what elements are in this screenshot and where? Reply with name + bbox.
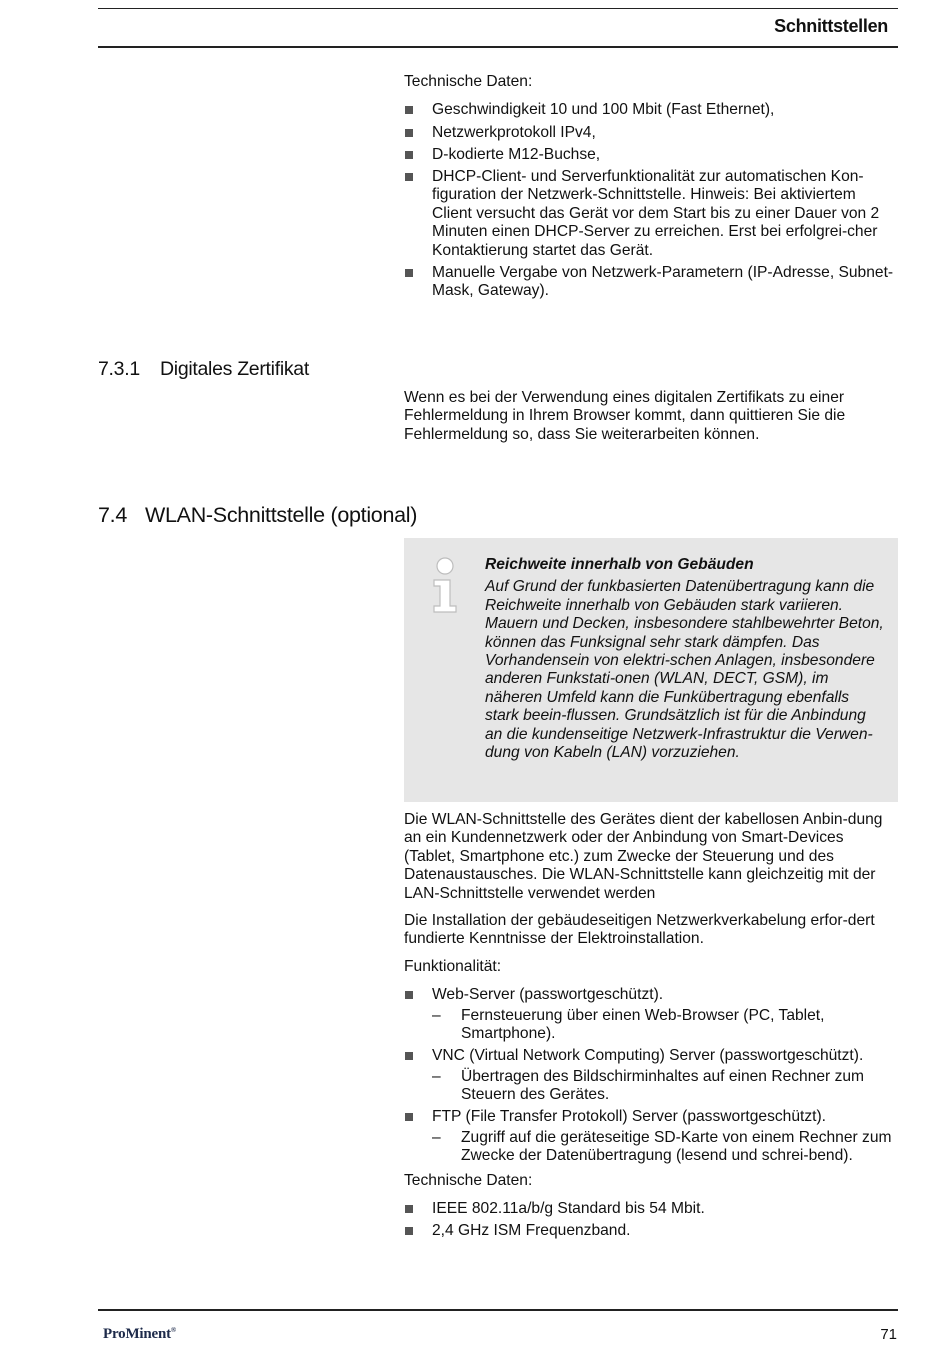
list-item: Netzwerkprotokoll IPv4, bbox=[404, 124, 898, 142]
note-body: Auf Grund der funkbasierten Datenübertragung kann die Reichweite innerhalb von Gebäuden stark variieren. Mauern und Decken, insbesondere stahlbewehrter Beton, können das Funksignal sehr stark dämpfen. Das Vorhandensein von elektri-schen Anlagen, insbesondere anderen Funkstati-onen (WLAN, DECT, GSM), im näheren Umfeld kann die Funkübertragung ebenfalls stark beein-flussen. Grundsätzlich ist für die Anbindung an die kundenseitige Netzwerk-Infrastruktur die Verwen-dung von Kabeln (LAN) vorzuziehen. bbox=[485, 578, 884, 762]
list-item: DHCP-Client- und Serverfunktionalität zur automatischen Kon-figuration der Netzwerk-Schnittstelle. Hinweis: Bei aktiviertem Client versucht das Gerät vor dem Start bis zu einer Dauer von 2 Minuten einen DHCP-Server zu erreichen. Erst bei erfolgrei-cher Kontaktierung startet das Gerät. bbox=[404, 168, 898, 260]
list-item: D-kodierte M12-Buchse, bbox=[404, 146, 898, 164]
tech-data-label-2: Technische Daten: bbox=[404, 1171, 533, 1189]
header-rule bbox=[98, 46, 898, 48]
functionality-list bbox=[404, 986, 898, 1165]
list-item: IEEE 802.11a/b/g Standard bis 54 Mbit. bbox=[404, 1200, 898, 1218]
square-bullet-icon bbox=[405, 991, 413, 999]
sub-list-item: – Zugriff auf die geräteseitige SD-Karte von einem Rechner zum Zwecke der Datenübertragung (lesend und schrei-bend). bbox=[432, 1128, 892, 1165]
list-item: VNC (Virtual Network Computing) Server (passwortgeschützt). – Übertragen des Bildschirminhaltes auf einen Rechner zum Steuern des Gerätes. bbox=[404, 1047, 898, 1104]
list-item: 2,4 GHz ISM Frequenzband. bbox=[404, 1222, 898, 1240]
square-bullet-icon bbox=[405, 1052, 413, 1060]
square-bullet-icon bbox=[405, 1205, 413, 1213]
list-item: Web-Server (passwortgeschützt). – Fernsteuerung über einen Web-Browser (PC, Tablet, Smartphone). bbox=[404, 986, 898, 1043]
sub-list bbox=[432, 1129, 898, 1166]
wlan-tech-list bbox=[404, 1200, 898, 1241]
square-bullet-icon bbox=[405, 1113, 413, 1121]
wlan-paragraph-2: Die Installation der gebäudeseitigen Netzwerkverkabelung erfor-dert fundierte Kenntnisse der Elektroinstallation. bbox=[404, 912, 875, 948]
footer-rule bbox=[98, 1309, 898, 1311]
square-bullet-icon bbox=[405, 129, 413, 137]
page-number: 71 bbox=[880, 1326, 897, 1343]
sub-list bbox=[432, 1068, 898, 1105]
brand-logo: ProMinent® bbox=[103, 1326, 176, 1342]
functionality-label: Funktionalität: bbox=[404, 957, 502, 975]
dash-bullet: – bbox=[432, 1067, 441, 1085]
list-item: FTP (File Transfer Protokoll) Server (passwortgeschützt). – Zugriff auf die geräteseitige SD-Karte von einem Rechner zum Zwecke der Datenübertragung (lesend und schrei-bend). bbox=[404, 1108, 898, 1165]
square-bullet-icon bbox=[405, 269, 413, 277]
top-rule bbox=[98, 8, 898, 9]
note-title: Reichweite innerhalb von Gebäuden bbox=[485, 556, 754, 573]
sub-list bbox=[432, 1007, 898, 1044]
list-item: Manuelle Vergabe von Netzwerk-Parametern (IP-Adresse, Subnet-Mask, Gateway). bbox=[404, 264, 898, 301]
intro-block bbox=[404, 73, 898, 304]
section-heading-7-4: 7.4 WLAN-Schnittstelle (optional) bbox=[98, 503, 418, 527]
wlan-body bbox=[404, 811, 898, 1244]
list-item: Geschwindigkeit 10 und 100 Mbit (Fast Ethernet), bbox=[404, 101, 898, 119]
running-header: Schnittstellen bbox=[774, 16, 888, 36]
dash-bullet: – bbox=[432, 1128, 441, 1146]
square-bullet-icon bbox=[405, 151, 413, 159]
sub-list-item: – Fernsteuerung über einen Web-Browser (PC, Tablet, Smartphone). bbox=[432, 1006, 825, 1043]
square-bullet-icon bbox=[405, 1227, 413, 1235]
dash-bullet: – bbox=[432, 1006, 441, 1024]
certificate-paragraph: Wenn es bei der Verwendung eines digitalen Zertifikats zu einer Fehlermeldung in Ihrem Browser kommt, dann quittieren Sie die Fehlermeldung so, dass Sie weiterarbeiten können. bbox=[404, 389, 846, 443]
note-content bbox=[485, 556, 885, 762]
square-bullet-icon bbox=[405, 106, 413, 114]
wlan-paragraph-1: Die WLAN-Schnittstelle des Gerätes dient der kabellosen Anbin-dung an ein Kundennetzwerk oder der Anbindung von Smart-Devices (Tablet, Smartphone etc.) zum Zwecke der Steuerung und des Datenaustausches. Die WLAN-Schnittstelle kann gleichzeitig mit der LAN-Schnittstelle verwendet werden bbox=[404, 811, 883, 902]
intro-list bbox=[404, 101, 898, 300]
section-heading-7-3-1: 7.3.1 Digitales Zertifikat bbox=[98, 358, 309, 380]
sub-list-item: – Übertragen des Bildschirminhaltes auf einen Rechner zum Steuern des Gerätes. bbox=[432, 1067, 865, 1104]
info-note-box bbox=[404, 538, 898, 802]
info-icon bbox=[428, 556, 462, 614]
tech-data-label: Technische Daten: bbox=[404, 73, 533, 90]
square-bullet-icon bbox=[405, 173, 413, 181]
